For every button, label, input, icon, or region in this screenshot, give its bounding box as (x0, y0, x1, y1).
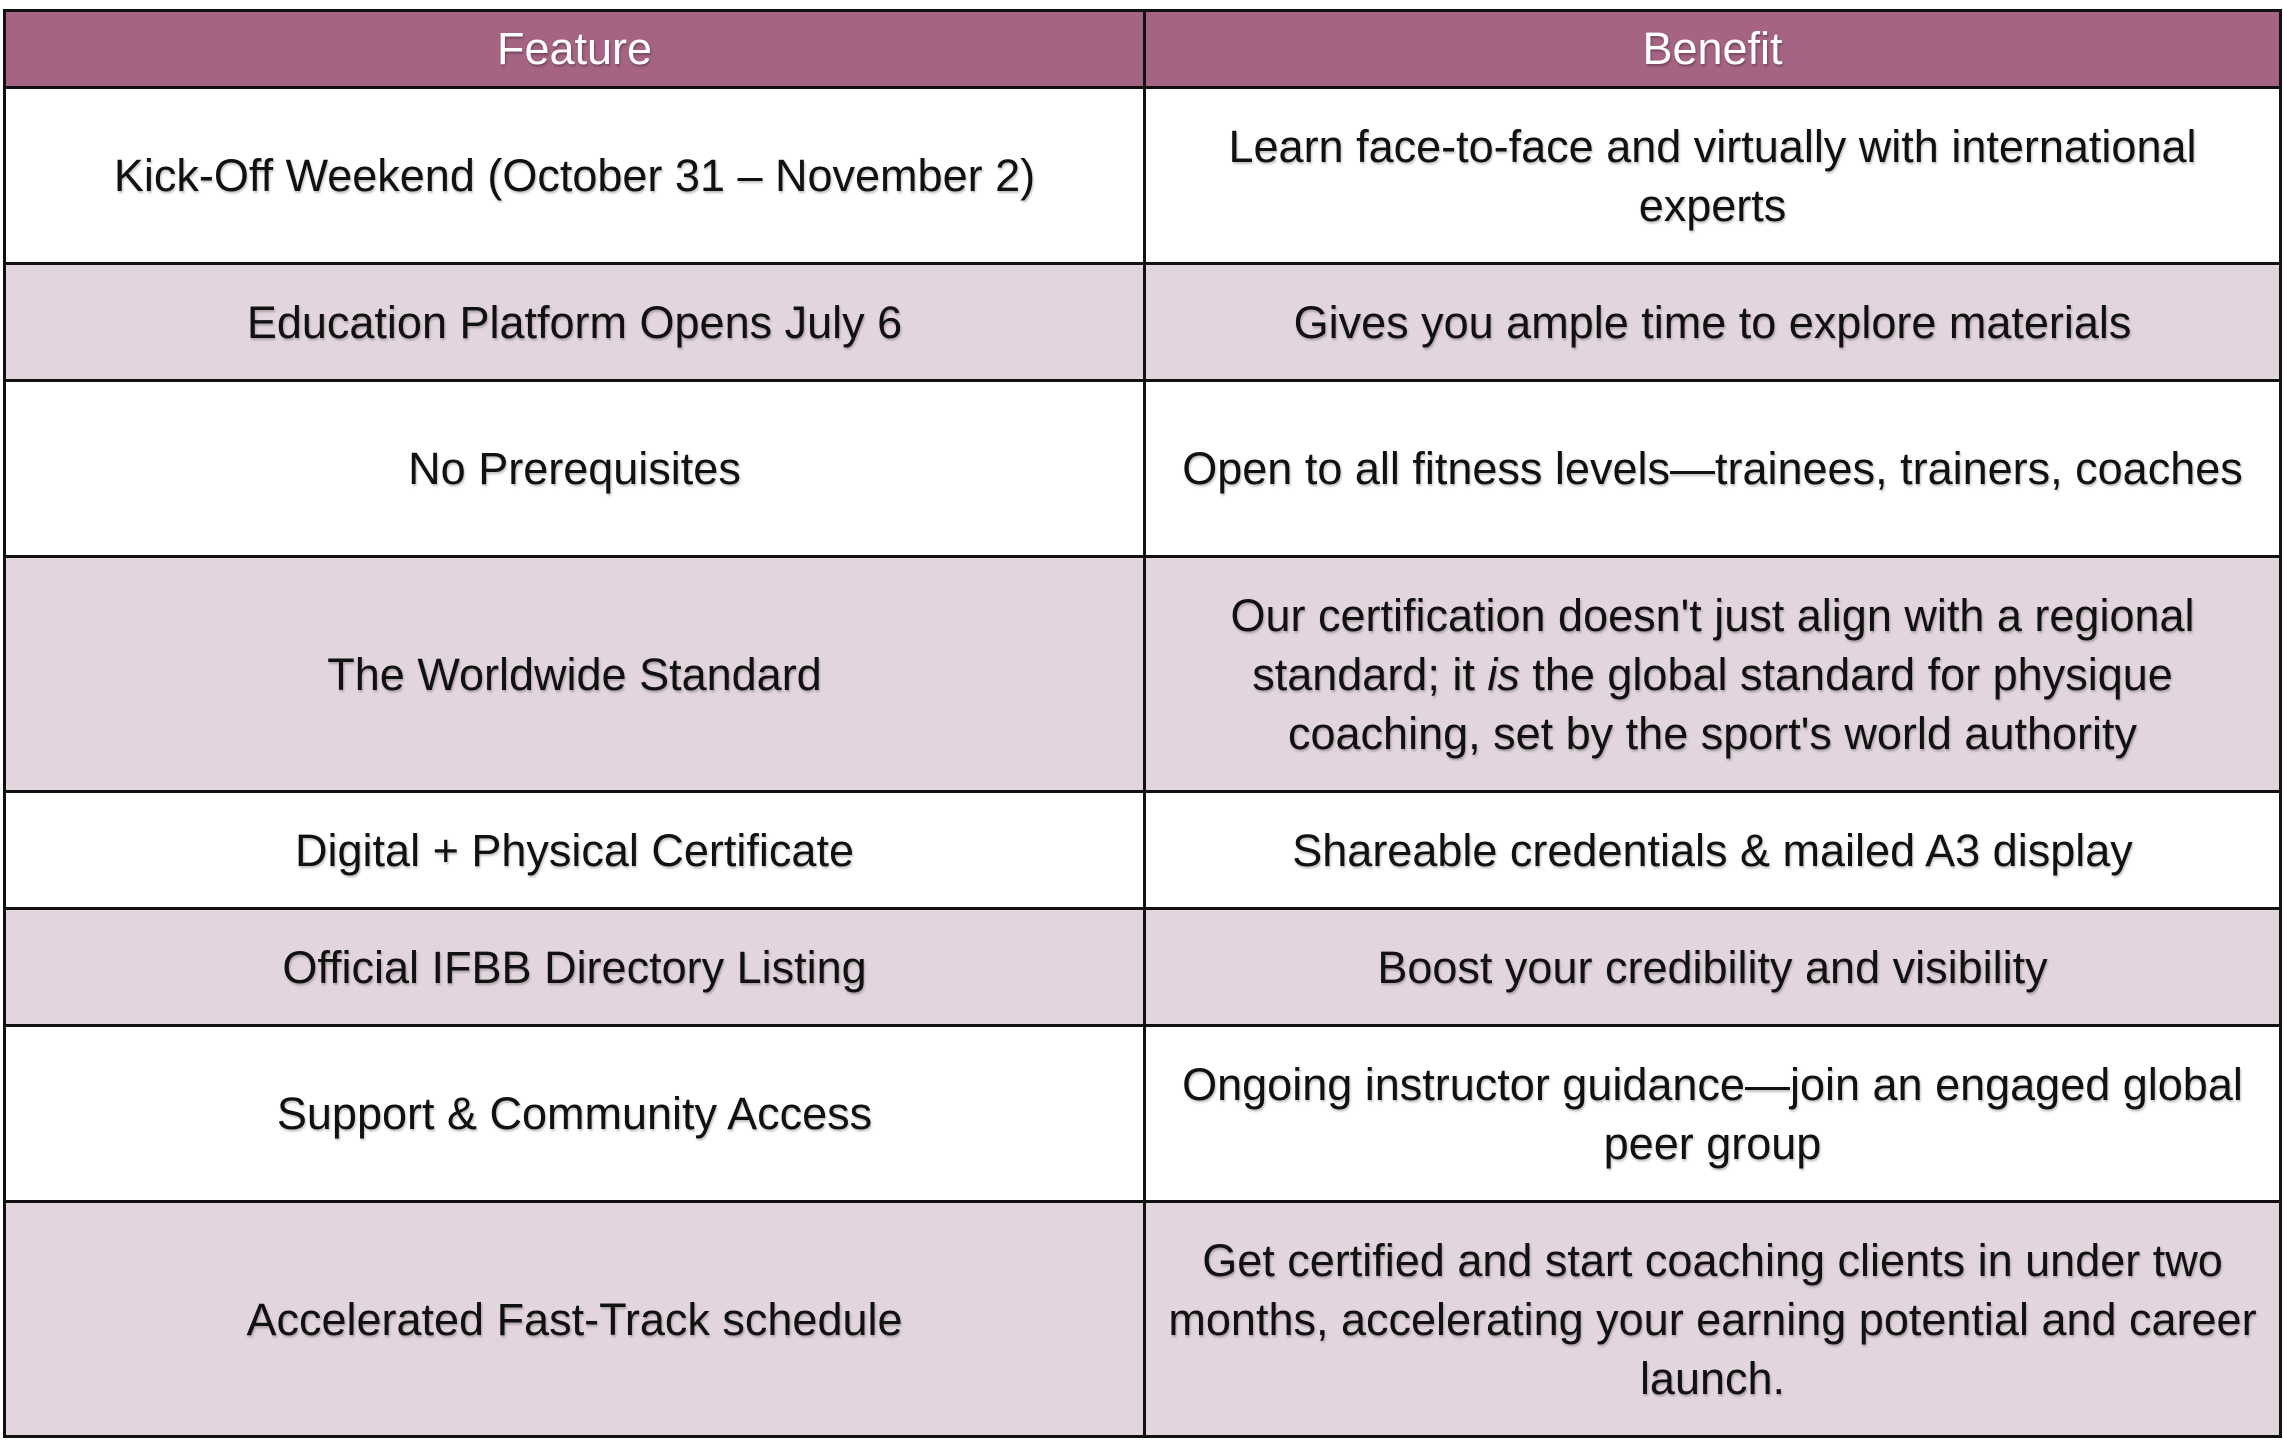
feature-cell: Education Platform Opens July 6 (5, 264, 1145, 381)
feature-benefit-table (3, 9, 2282, 1438)
feature-cell: No Prerequisites (5, 381, 1145, 557)
column-header-feature: Feature (5, 11, 1145, 88)
benefit-text-before: Our certification doesn't just align with a regional standard; it (1230, 589, 2195, 700)
table-row (5, 1026, 2281, 1202)
feature-cell: Digital + Physical Certificate (5, 792, 1145, 909)
benefit-text-after: the global standard for physique coaching, set by the sport's world authority (1287, 648, 2173, 759)
benefit-cell: Shareable credentials & mailed A3 display (1145, 792, 2281, 909)
table-row (5, 557, 2281, 792)
table-row (5, 381, 2281, 557)
feature-cell: Support & Community Access (5, 1026, 1145, 1202)
table-row (5, 264, 2281, 381)
table-row (5, 88, 2281, 264)
table-row (5, 1202, 2281, 1437)
table-header-row (5, 11, 2281, 88)
benefit-cell: Gives you ample time to explore materials (1145, 264, 2281, 381)
benefit-cell: Ongoing instructor guidance—join an engaged global peer group (1145, 1026, 2281, 1202)
feature-cell: Official IFBB Directory Listing (5, 909, 1145, 1026)
feature-benefit-table-container (3, 9, 2279, 1438)
column-header-benefit: Benefit (1145, 11, 2281, 88)
table-row (5, 792, 2281, 909)
feature-cell: Accelerated Fast-Track schedule (5, 1202, 1145, 1437)
benefit-cell (1145, 557, 2281, 792)
table-row (5, 909, 2281, 1026)
feature-cell: Kick-Off Weekend (October 31 – November 2) (5, 88, 1145, 264)
benefit-text-emphasis: is (1487, 648, 1520, 700)
feature-cell: The Worldwide Standard (5, 557, 1145, 792)
benefit-cell: Get certified and start coaching clients in under two months, accelerating your earning potential and career launch. (1145, 1202, 2281, 1437)
benefit-cell: Boost your credibility and visibility (1145, 909, 2281, 1026)
benefit-cell: Open to all fitness levels—trainees, trainers, coaches (1145, 381, 2281, 557)
benefit-cell: Learn face-to-face and virtually with international experts (1145, 88, 2281, 264)
